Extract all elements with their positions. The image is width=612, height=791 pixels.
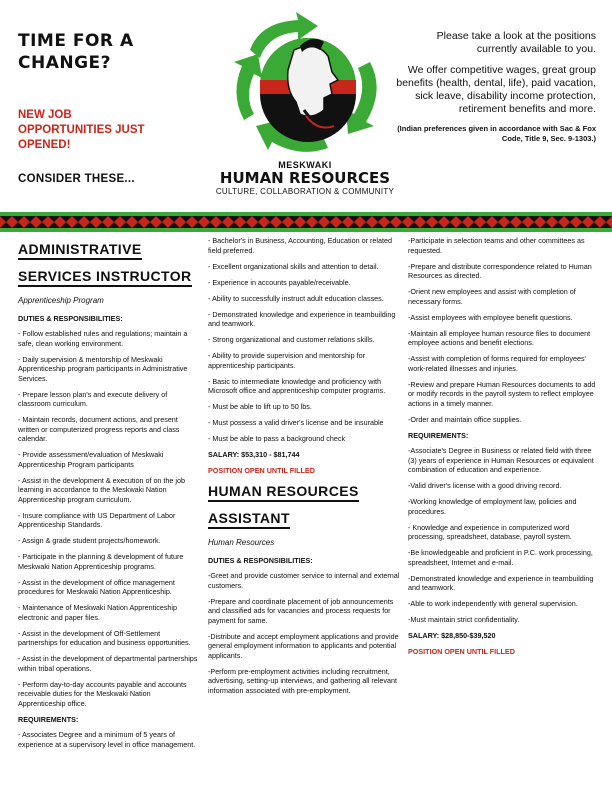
consider-label: CONSIDER THESE... bbox=[18, 173, 135, 185]
job2-title-line-2: ASSISTANT bbox=[208, 509, 290, 529]
job1-duties-item: - Assist in the development of departmental partnerships within tribal operations. bbox=[18, 654, 198, 673]
job1-duties-item: - Assign & grade student projects/homework. bbox=[18, 536, 161, 545]
job1-open-status: POSITION OPEN UNTIL FILLED bbox=[208, 466, 315, 475]
job1-reqs-item: - Ability to successfully instruct adult education classes. bbox=[208, 293, 384, 303]
job2-reqs-item: -Demonstrated knowledge and experience in teambuilding and teamwork. bbox=[408, 573, 594, 592]
preference-note: (Indian preferences given in accordance with Sac & Fox Code, Title 9, Sec. 9-1303.) bbox=[397, 124, 596, 143]
job2-duties-item: -Greet and provide customer service to internal and external customers. bbox=[208, 571, 400, 590]
job2-duties-item: -Review and prepare Human Resources documents to add or modify records in the payroll system to reflect employee actions in a timely manner. bbox=[408, 379, 596, 408]
job2-duties-item: -Maintain all employee human resource files to document employee actions and benefit elections. bbox=[408, 328, 591, 347]
job1-duties-item: - Assist in the development of office management procedures for Meskwaki Nation Apprenticeship. bbox=[18, 577, 175, 596]
org-tagline: CULTURE, COLLABORATION & COMMUNITY bbox=[215, 187, 395, 196]
job2-open-status: POSITION OPEN UNTIL FILLED bbox=[408, 647, 515, 656]
job1-duties-item: - Insure compliance with US Department of Labor Apprenticeship Standards. bbox=[18, 510, 176, 529]
job1-duties-item: - Follow established rules and regulations; maintain a safe, clean working environment. bbox=[18, 329, 188, 348]
benefits-text: We offer competitive wages, great group benefits (health, dental, life), paid vacation, sick leave, disability income protection, retirement benefits and more. bbox=[396, 64, 596, 115]
job1-duties-item: - Assist in the development of Off-Settlement partnerships for education and business opportunities. bbox=[18, 628, 191, 647]
job2-reqs-item: -Working knowledge of employment law, policies and procedures. bbox=[408, 497, 577, 516]
job2-subtitle: Human Resources bbox=[208, 538, 275, 547]
job1-reqs-item: - Must be able to pass a background check bbox=[208, 434, 346, 443]
job2-duties-item: -Assist with completion of forms required for employees' work-related illnesses and injuries. bbox=[408, 354, 586, 373]
job2-reqs-item: -Associate's Degree in Business or related field with three (3) years of experience in Human Resources or equivalent combination of education and experience. bbox=[408, 446, 594, 474]
job2-requirements-list bbox=[408, 446, 602, 625]
job1-reqs-item: - Must possess a valid driver's license and be insurable bbox=[208, 418, 384, 427]
meskwaki-hr-logo bbox=[210, 10, 400, 210]
column-3 bbox=[408, 236, 602, 663]
job1-duties-item: - Assist in the development & execution of on the job learning in accordance to the Meskwaki Nation Apprenticeship program curriculum. bbox=[18, 475, 186, 504]
job2-reqs-item: -Must maintain strict confidentiality. bbox=[408, 615, 520, 624]
job1-title-block bbox=[18, 240, 198, 293]
job2-duties-item: -Orient new employees and assist with completion of necessary forms. bbox=[408, 287, 576, 306]
job2-duties-item: -Prepare and coordinate placement of job announcements and classified ads for vacancies and process requests for payment for same. bbox=[208, 596, 394, 625]
job2-reqs-item: -Be knowledgeable and proficient in P.C. work processing, spreadsheet, Internet and e-mail. bbox=[408, 548, 593, 567]
job1-duties-item: - Participate in the planning & development of future Meskwaki Nation Apprenticeship programs. bbox=[18, 552, 184, 571]
header-right bbox=[396, 30, 596, 152]
job2-title-block bbox=[208, 482, 400, 535]
org-name-top: MESKWAKI bbox=[278, 160, 332, 170]
job1-duties-item: - Daily supervision & mentorship of Meskwaki Apprenticeship program participants in Administrative Services. bbox=[18, 354, 188, 383]
job2-duties-item: -Order and maintain office supplies. bbox=[408, 414, 522, 424]
headline-line-2: CHANGE? bbox=[18, 53, 112, 73]
job1-salary: SALARY: $53,310 - $81,744 bbox=[208, 450, 300, 459]
job1-reqs-item: - Basic to intermediate knowledge and proficiency with Microsoft office and apprenticeship computer programs. bbox=[208, 376, 386, 395]
job1-title-line-2: SERVICES INSTRUCTOR bbox=[18, 267, 192, 287]
job1-requirements-list bbox=[208, 236, 400, 444]
job1-duties-item: - Maintain records, document actions, and present written or computerized progress reports and class calendar. bbox=[18, 415, 180, 443]
job2-duties-item: -Distribute and accept employment applications and provide general employment information to applicants and potential applicants. bbox=[208, 631, 399, 660]
job1-reqs-item: - Demonstrated knowledge and experience in teambuilding and teamwork. bbox=[208, 309, 396, 328]
job1-title-line-1: ADMINISTRATIVE bbox=[18, 240, 142, 260]
job1-reqs-item: - Experience in accounts payable/receivable. bbox=[208, 277, 351, 287]
job1-reqs-item: - Excellent organizational skills and attention to detail. bbox=[208, 261, 379, 271]
subheadline-line-1: NEW JOB bbox=[18, 109, 72, 121]
job1-requirements-label: REQUIREMENTS: bbox=[18, 714, 79, 724]
column-1 bbox=[18, 240, 198, 756]
job1-duties-item: - Prepare lesson plan's and execute delivery of classroom curriculum. bbox=[18, 389, 168, 408]
job2-duties-list bbox=[208, 571, 400, 695]
subheadline-line-3: OPENED! bbox=[18, 139, 71, 151]
recycle-arrows-portrait-icon bbox=[220, 10, 390, 160]
job1-reqs-item: - Ability to provide supervision and mentorship for apprenticeship participants. bbox=[208, 351, 366, 370]
job1-duties-item: - Maintenance of Meskwaki Nation Apprenticeship electronic and paper files. bbox=[18, 603, 178, 622]
subheadline-line-2: OPPORTUNITIES JUST bbox=[18, 124, 145, 136]
job2-reqs-item: -Able to work independently with general supervision. bbox=[408, 599, 578, 608]
job2-reqs-item: -Valid driver's license with a good driving record. bbox=[408, 481, 562, 490]
job1-reqs-item: - Strong organizational and customer relations skills. bbox=[208, 335, 375, 344]
column-2 bbox=[208, 236, 400, 702]
job1-duties-list bbox=[18, 329, 198, 708]
job1-subtitle: Apprenticeship Program bbox=[18, 296, 104, 305]
org-name-main: HUMAN RESOURCES bbox=[219, 169, 391, 187]
job1-requirement-item: - Associates Degree and a minimum of 5 years of experience at a supervisory level in office management. bbox=[18, 730, 196, 749]
intro-text: Please take a look at the positions currently available to you. bbox=[436, 30, 596, 55]
job2-duties-item: -Perform pre-employment activities including recruitment, advertising, setting-up interviews, and gathering all relevant information associated with pre-employment. bbox=[208, 666, 397, 695]
job1-duties-item: - Provide assessment/evaluation of Meskwaki Apprenticeship Program participants bbox=[18, 450, 164, 469]
job2-title-line-1: HUMAN RESOURCES bbox=[208, 482, 359, 502]
job2-salary: SALARY: $28,850-$39,520 bbox=[408, 631, 496, 640]
decorative-pattern-band bbox=[0, 212, 612, 232]
headline-line-1: TIME FOR A bbox=[18, 31, 134, 51]
job2-duties-list-continued bbox=[408, 236, 602, 424]
job2-duties-item: -Participate in selection teams and other committees as requested. bbox=[408, 236, 585, 255]
job1-reqs-item: - Bachelor's in Business, Accounting, Education or related field preferred. bbox=[208, 236, 392, 255]
job1-duties-item: - Perform day-to-day accounts payable and accounts receivable duties for the Meskwaki Nation Apprenticeship office. bbox=[18, 679, 187, 708]
header-left bbox=[18, 30, 198, 185]
job2-duties-item: -Assist employees with employee benefit questions. bbox=[408, 312, 573, 322]
job2-reqs-item: - Knowledge and experience in computerized word processing, spreadsheet, database, payroll system. bbox=[408, 522, 572, 541]
job1-reqs-item: - Must be able to lift up to 50 lbs. bbox=[208, 402, 312, 411]
job1-duties-label: DUTIES & RESPONSIBILITIES: bbox=[18, 313, 123, 323]
job2-duties-label: DUTIES & RESPONSIBILITIES: bbox=[208, 555, 313, 565]
subheadline bbox=[18, 108, 198, 153]
job2-requirements-label: REQUIREMENTS: bbox=[408, 430, 469, 440]
job2-duties-item: -Prepare and distribute correspondence related to Human Resources as directed. bbox=[408, 261, 592, 280]
